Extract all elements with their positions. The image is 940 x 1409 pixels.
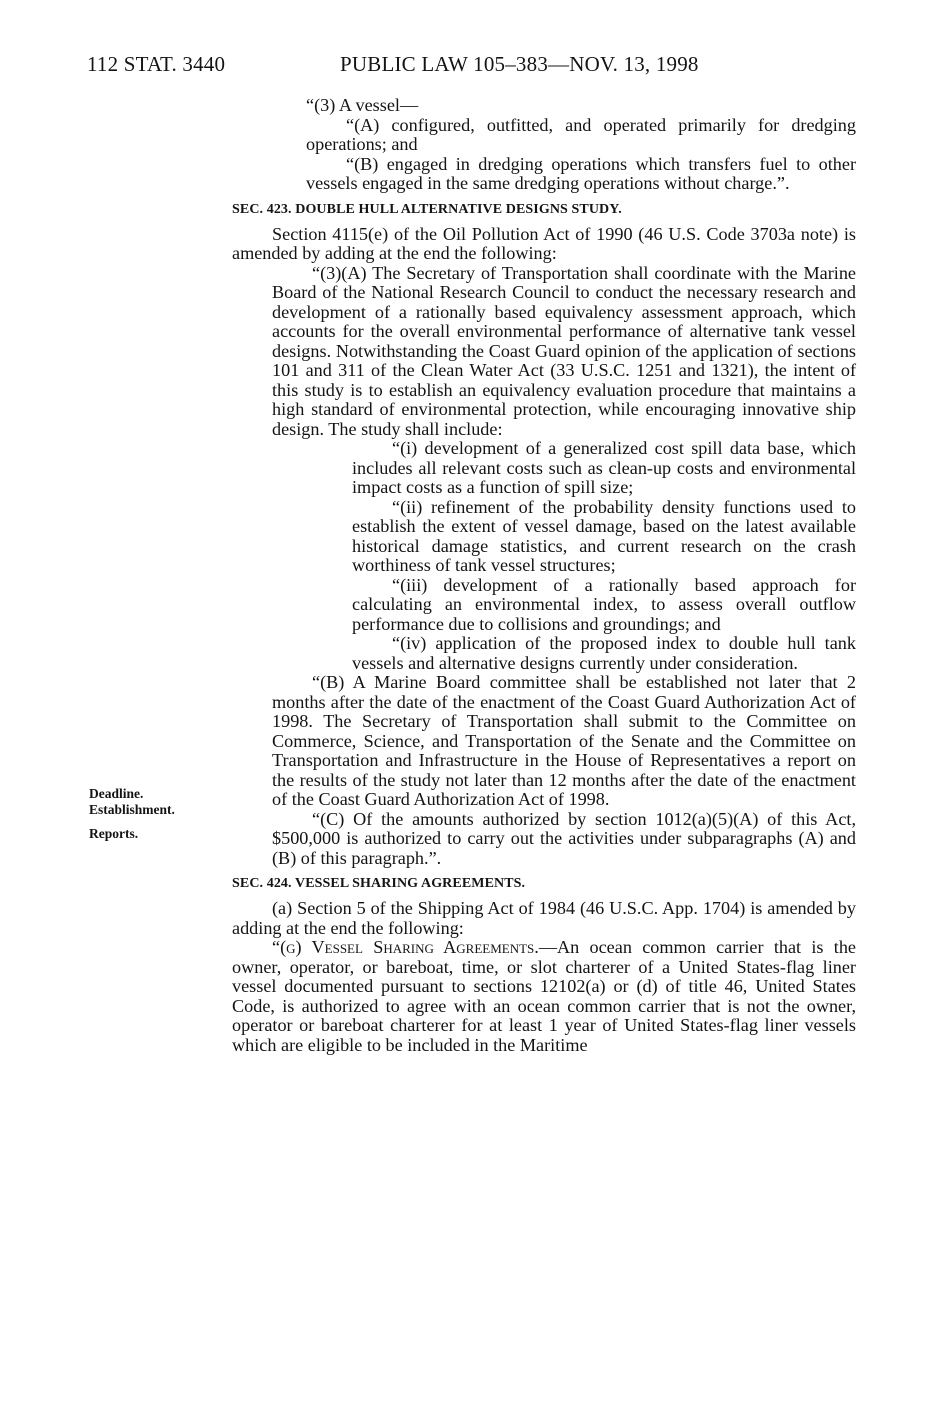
section-423-intro: Section 4115(e) of the Oil Pollution Act of 1990 (46 U.S. Code 3703a note) is amended by adding at the end the following: bbox=[232, 223, 856, 263]
section-424-g bbox=[232, 938, 856, 1055]
section-423-3C: “(C) Of the amounts authorized by section 1012(a)(5)(A) of this Act, $500,000 is authorized to carry out the activities under subparagraphs (A) and (B) of this paragraph.”. bbox=[272, 808, 856, 868]
margin-notes bbox=[89, 786, 229, 842]
margin-note-deadline: Deadline. bbox=[89, 786, 144, 801]
section-424-g-text: —An ocean common carrier that is the owner, operator, or bareboat, time, or slot charterer of a United States-flag liner vessel documented pursuant to sections 12102(a) or (d) of title 46, United States Code, is authorized to agree with an ocean common carrier that is not the owner, operator or bareboat charterer for at least 1 year of United States-flag liner vessels which are eligible to be included in the Maritime bbox=[232, 937, 856, 1055]
section-423-3A: “(3)(A) The Secretary of Transportation shall coordinate with the Marine Board of the National Research Council to conduct the necessary research and development of a rationally based equivalency assessment approach, which accounts for the overall environmental performance of alternative tank vessel designs. Notwithstanding the Coast Guard opinion of the application of sections 101 and 311 of the Clean Water Act (33 U.S.C. 1251 and 1321), the intent of this study is to establish an equivalency evaluation procedure that maintains a high standard of environmental protection, while encouraging innovative ship design. The study shall include: bbox=[272, 262, 856, 439]
running-header: PUBLIC LAW 105–383—NOV. 13, 1998 bbox=[340, 52, 699, 76]
study-item-i: “(i) development of a generalized cost spill data base, which includes all relevant costs such as clean-up costs and environmental impact costs as a function of spill size; bbox=[352, 438, 856, 497]
section-423-heading: SEC. 423. DOUBLE HULL ALTERNATIVE DESIGNS STUDY. bbox=[232, 201, 622, 217]
section-424-heading: SEC. 424. VESSEL SHARING AGREEMENTS. bbox=[232, 876, 526, 891]
study-item-iii: “(iii) development of a rationally based approach for calculating an environmental index, to assess overall outflow performance due to collisions and groundings; and bbox=[352, 574, 856, 634]
study-items bbox=[352, 439, 856, 673]
margin-note-establishment: Establishment. bbox=[89, 802, 175, 817]
page-reference: 112 STAT. 3440 bbox=[87, 52, 226, 76]
body-text bbox=[232, 96, 856, 1055]
study-item-iv: “(iv) application of the proposed index to double hull tank vessels and alternative designs currently under consideration. bbox=[352, 633, 856, 673]
study-item-ii: “(ii) refinement of the probability density functions used to establish the extent of vessel damage, based on the latest available historical damage statistics, and current research on the crash worthiness of tank vessel structures; bbox=[352, 496, 856, 575]
section-424-a: (a) Section 5 of the Shipping Act of 1984 (46 U.S.C. App. 1704) is amended by adding at the end the following: bbox=[232, 898, 856, 938]
section-424-g-heading: “(g) Vessel Sharing Agreements. bbox=[272, 937, 539, 957]
section-423-paragraph-3 bbox=[272, 264, 856, 869]
section-423-3B: “(B) A Marine Board committee shall be established not later that 2 months after the date of the enactment of the Coast Guard Authorization Act of 1998. The Secretary of Transportation shall submit to the Committee on Commerce, Science, and Transportation of the Senate and the Committee on Transportation and Infrastructure in the House of Representatives a report on the results of the study not later than 12 months after the date of the enactment of the Coast Guard Authorization Act of 1998. bbox=[272, 672, 856, 809]
paragraph-3-A: “(A) configured, outfitted, and operated primarily for dredging operations; and bbox=[306, 114, 856, 154]
margin-note-reports: Reports. bbox=[89, 826, 139, 841]
paragraph-3-intro: “(3) A vessel— bbox=[306, 95, 419, 115]
paragraph-3-B: “(B) engaged in dredging operations which transfers fuel to other vessels engaged in the same dredging operations without charge.”. bbox=[306, 153, 856, 193]
